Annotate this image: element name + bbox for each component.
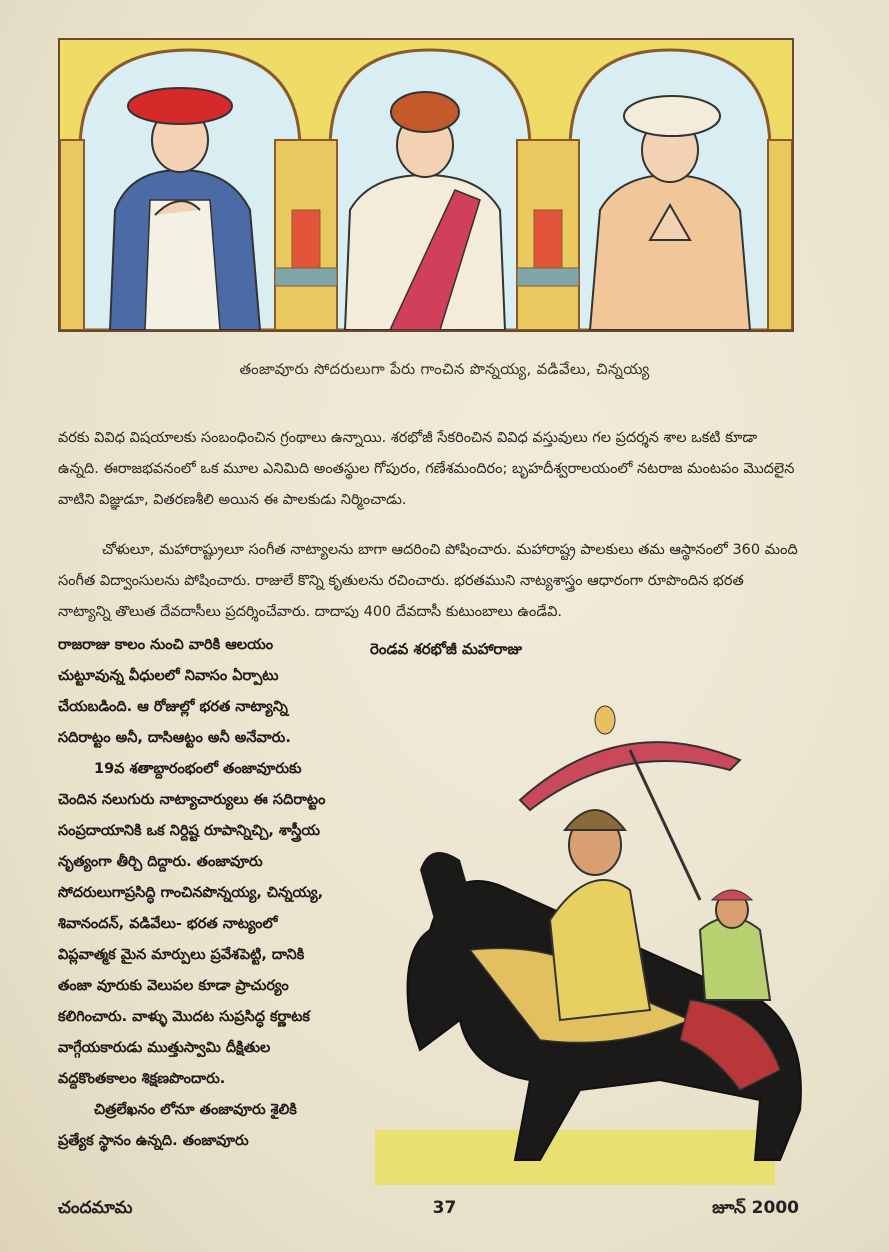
three-brothers-illustration: [58, 38, 794, 332]
magazine-name: చందమామ: [58, 1198, 133, 1218]
king-on-horse-illustration: [360, 690, 820, 1190]
body-paragraph-1: వరకు వివిధ విషయాలకు సంబంధించిన గ్రంథాలు ఉన్నాయి. శరభోజీ సేకరించిన వివిధ వస్తువులు గల ప్రదర్శన శాల ఒకటి కూడా ఉన్నది. ఈరాజభవనంలో ఒక మూల ఎనిమిది అంతస్థుల గోపురం, గణేశమందిరం; బృహదీశ్వరాలయంలో నటరాజ మంటపం మొదలైన వాటిని విజ్ఞుడూ, వితరణశీలి అయిన ఈ పాలకుడు నిర్మించాడు.: [58, 429, 795, 508]
left-column-paragraph-1: రాజరాజు కాలం నుంచి వారికి ఆలయం చుట్టూవున్న వీధులలో నివాసం ఏర్పాటు చేయబడింది. ఆ రోజుల్లో భరత నాట్యాన్ని సదిరాట్టం అనీ, దాసిఆట్టం అనీ అనేవారు.: [58, 637, 291, 746]
issue-date: జూన్ 2000: [712, 1198, 799, 1218]
left-column-paragraph-3: చిత్రలేఖనం లోనూ తంజావూరు శైలికి ప్రత్యేక స్థానం ఉన్నది. తంజావూరు: [58, 1102, 297, 1149]
body-paragraph-2: చోళులూ, మహారాష్ట్రులూ సంగీత నాట్యాలను బాగా ఆదరించి పోషించారు. మహారాష్ట్ర పాలకులు తమ ఆస్థానంలో 360 మంది సంగీత విద్వాంసులను పోషించారు. రాజులే కొన్ని కృతులను రచించారు. భరతముని నాట్యశాస్త్రం ఆధారంగా రూపొందిన భరత నాట్యాన్ని తొలుత దేవదాసీలు ప్రదర్శించేవారు. దాదాపు 400 దేవదాసీ కుటుంబాలు ఉండేవి.: [58, 541, 798, 620]
illustration-subheading: రెండవ శరభోజీ మహారాజు: [370, 640, 523, 658]
left-column: [58, 630, 333, 1157]
illustration-caption: తంజావూరు సోదరులుగా పేరు గాంచిన పొన్నయ్య, వడివేలు, చిన్నయ్య: [239, 360, 650, 378]
page-number: 37: [432, 1198, 457, 1218]
left-column-paragraph-2: 19వ శతాబ్దారంభంలో తంజావూరుకు చెందిన నలుగురు నాట్యాచార్యులు ఈ సదిరాట్టం సంప్రదాయానికి ఒక నిర్దిష్ట రూపాన్నిచ్చి, శాస్త్రీయ నృత్యంగా తీర్చి దిద్దారు. తంజావూరు సోదరులుగాప్రసిద్ధి గాంచినపొన్నయ్య, చిన్నయ్య, శివానందన్, వడివేలు- భరత నాట్యంలో విప్లవాత్మక మైన మార్పులు ప్రవేశపెట్టి, దానికి తంజా వూరుకు వెలుపల కూడా ప్రాచుర్యం కలిగించారు. వాళ్ళు మొదట సుప్రసిద్ధ కర్ణాటక వాగ్గేయకారుడు ముత్తుస్వామి దీక్షితుల వద్దకొంతకాలం శిక్షణపొందారు.: [58, 761, 326, 1087]
